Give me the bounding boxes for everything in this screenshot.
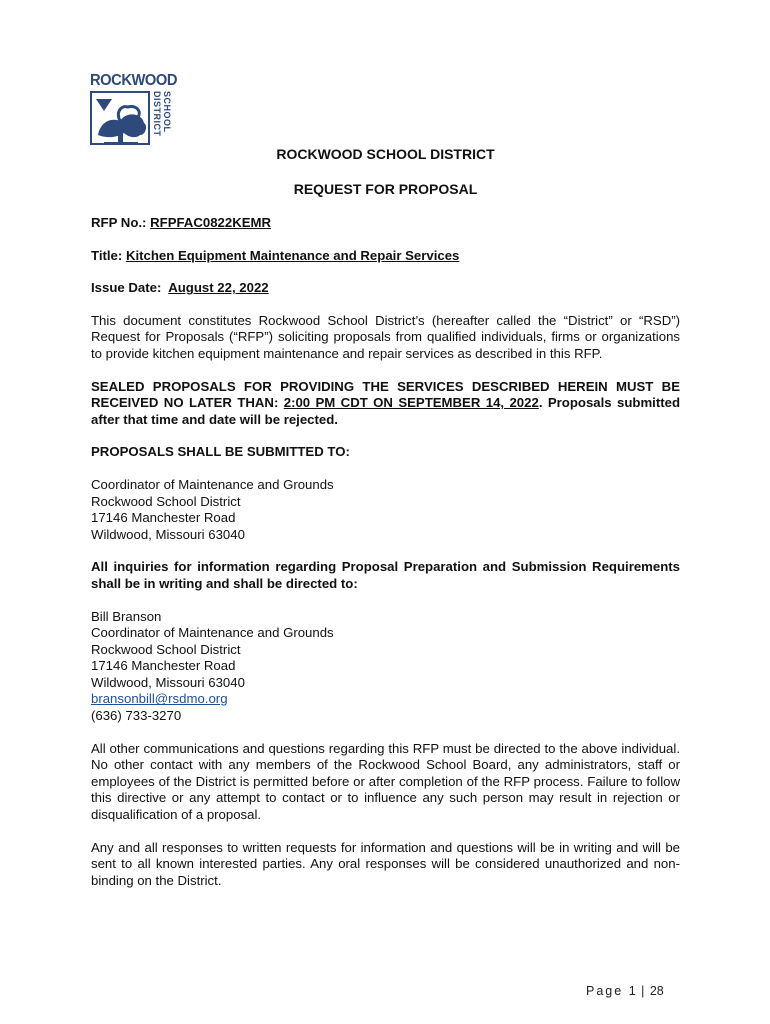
contact-email-line [91,691,680,708]
issue-date-value: August 22, 2022 [168,280,269,296]
contact-email-link[interactable]: bransonbill@rsdmo.org [91,691,228,707]
responses-paragraph: Any and all responses to written requests for information and questions will be in writing and will be sent to all known interested parties. Any oral responses will be considered unauthorized and non-binding on the District. [91,839,680,888]
rfp-title-value: Kitchen Equipment Maintenance and Repair Services [125,247,460,263]
submit-address-block [91,477,680,543]
page-current: 1 [628,984,636,998]
district-heading: ROCKWOOD SCHOOL DISTRICT [276,146,495,162]
rfp-title-label: Title: [91,247,123,263]
rfp-number-value: RFPFAC0822KEMR [150,215,272,230]
logo-side-text: SCHOOL DISTRICT [152,91,172,137]
contact-line: Bill Branson [91,608,162,624]
submit-address-line: Coordinator of Maintenance and Grounds [91,476,334,492]
contact-line: Wildwood, Missouri 63040 [91,674,245,690]
rfp-title [91,248,680,265]
contact-line: Coordinator of Maintenance and Grounds [91,625,334,641]
page-total: 28 [649,984,664,998]
deadline-datetime: 2:00 PM CDT ON SEPTEMBER 14, 2022 [283,395,539,411]
issue-date [91,280,680,297]
page-label: Page [586,984,624,998]
document-type-heading: REQUEST FOR PROPOSAL [293,181,478,197]
communications-paragraph: All other communications and questions regarding this RFP must be directed to the above individual. No other contact with any members of the Rockwood School Board, any administrators, staff or employees of the District is permitted before or after completion of the RFP process. Failure to follow this directive or any attempt to contact or to influence any such person may result in rejection or disqualification of a proposal. [91,740,680,823]
logo-wordmark: ROCKWOOD [90,72,178,89]
submit-address-line: 17146 Manchester Road [91,510,236,526]
district-logo [90,72,178,147]
contact-line: Rockwood School District [91,641,241,657]
page-number-footer [586,984,664,998]
rfp-number-label: RFP No.: [91,215,147,230]
contact-phone: (636) 733-3270 [91,708,182,724]
issue-date-label: Issue Date: [91,280,162,296]
deadline-paragraph [91,379,680,429]
submit-to-heading: PROPOSALS SHALL BE SUBMITTED TO: [91,444,350,460]
contact-block [91,609,680,725]
contact-line: 17146 Manchester Road [91,658,236,674]
rfp-number [91,215,680,232]
deadline-lead: SEALED PROPOSALS FOR PROVIDING THE SERVICES DESCRIBED HEREIN MUST BE RECEIVED NO LATER THAN: [91,378,680,411]
intro-paragraph: This document constitutes Rockwood School District’s (hereafter called the “District” or “RSD”) Request for Proposals (“RFP”) soliciting proposals from qualified individuals, firms or organizations to provide kitchen equipment maintenance and repair services as described in this RFP. [91,312,680,361]
deadline-tail: . Proposals submitted after that time and date will be rejected. [91,395,681,427]
tree-logo-icon [90,91,150,145]
document-body [91,146,680,889]
page-separator: | [641,984,645,998]
submit-address-line: Rockwood School District [91,493,241,509]
submit-address-line: Wildwood, Missouri 63040 [91,526,245,542]
inquiries-heading: All inquiries for information regarding Proposal Preparation and Submission Requirements shall be in writing and shall be directed to: [91,559,680,591]
